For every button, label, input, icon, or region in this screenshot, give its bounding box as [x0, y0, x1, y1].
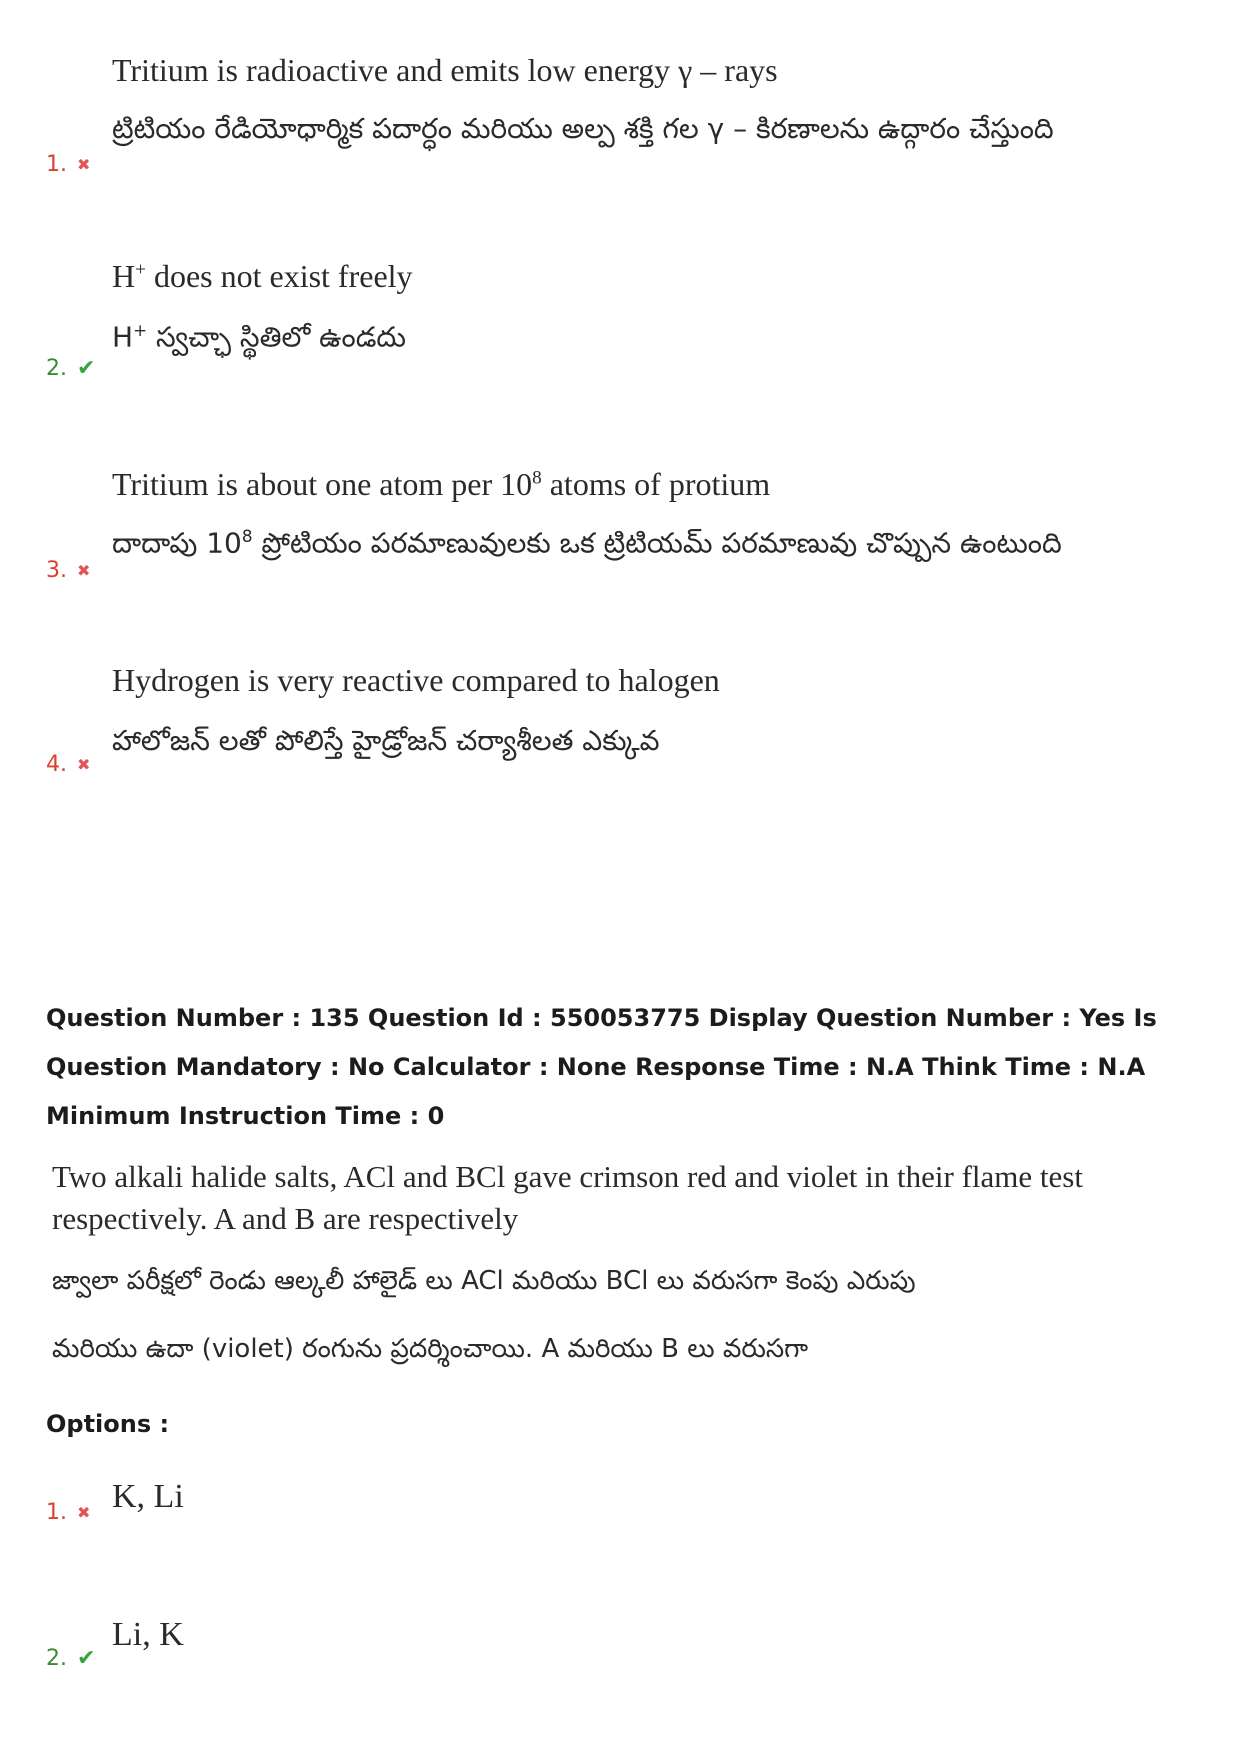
prev-option-1-number: 1.	[46, 152, 67, 177]
answer-option-1-text: K, Li	[112, 1478, 184, 1515]
question-text-te-line2: మరియు ఉదా (violet) రంగును ప్రదర్శించాయి. A మరియు B లు వరుసగా	[52, 1334, 809, 1364]
question-meta: Question Number : 135 Question Id : 550053775 Display Question Number : Yes Is Question Mandatory : No Calculator : None Response Time : N.A Think Time : N.A Minimum Instruction Time : 0	[46, 1004, 1157, 1130]
prev-option-2-number: 2.	[46, 356, 67, 381]
question-text-en-line1: Two alkali halide salts, ACl and BCl gave crimson red and violet in their flame test	[52, 1159, 1083, 1194]
prev-option-1-text-en: Tritium is radioactive and emits low energy γ – rays	[112, 52, 778, 88]
prev-option-3-text-te: దాదాపు $10^8$ ప్రోటియం పరమాణువులకు ఒక ట్రిటియమ్ పరమాణువు చొప్పున ఉంటుంది	[112, 526, 1062, 560]
cross-icon: ✖	[77, 155, 91, 174]
question-text-en-line2: respectively. A and B are respectively	[52, 1201, 519, 1236]
prev-option-2-text-en: H+ does not exist freely	[112, 258, 413, 294]
prev-option-4-text-en: Hydrogen is very reactive compared to halogen	[112, 662, 720, 698]
prev-option-1-text-te: ట్రిటియం రేడియోధార్మిక పదార్ధం మరియు అల్ప శక్తి గల γ – కిరణాలను ఉద్గారం చేస్తుంది	[112, 112, 1054, 145]
cross-icon: ✖	[77, 1503, 91, 1522]
check-icon: ✔	[77, 356, 96, 381]
answer-option-2-number: 2.	[46, 1646, 67, 1671]
check-icon: ✔	[77, 1646, 96, 1671]
cross-icon: ✖	[77, 755, 91, 774]
cross-icon: ✖	[77, 561, 91, 580]
prev-option-4-text-te: హాలోజన్ లతో పోలిస్తే హైడ్రోజన్ చర్యాశీలత ఎక్కువ	[112, 724, 660, 757]
answer-option-2-text: Li, K	[112, 1616, 184, 1653]
prev-option-3-number: 3.	[46, 558, 67, 583]
prev-option-4-number: 4.	[46, 752, 67, 777]
options-label: Options :	[46, 1410, 170, 1438]
prev-option-3-text-en: Tritium is about one atom per $10^8$ atoms of protium	[112, 466, 771, 502]
answer-option-1-number: 1.	[46, 1500, 67, 1525]
prev-option-2-text-te: H+ స్వచ్ఛా స్థితిలో ఉండదు	[112, 320, 406, 354]
question-text-en	[52, 1156, 1083, 1240]
question-text-te-line1: జ్వాలా పరీక్షలో రెండు ఆల్కలీ హాలైడ్ లు ACl మరియు BCl లు వరుసగా కెంపు ఎరుపు	[52, 1266, 916, 1296]
